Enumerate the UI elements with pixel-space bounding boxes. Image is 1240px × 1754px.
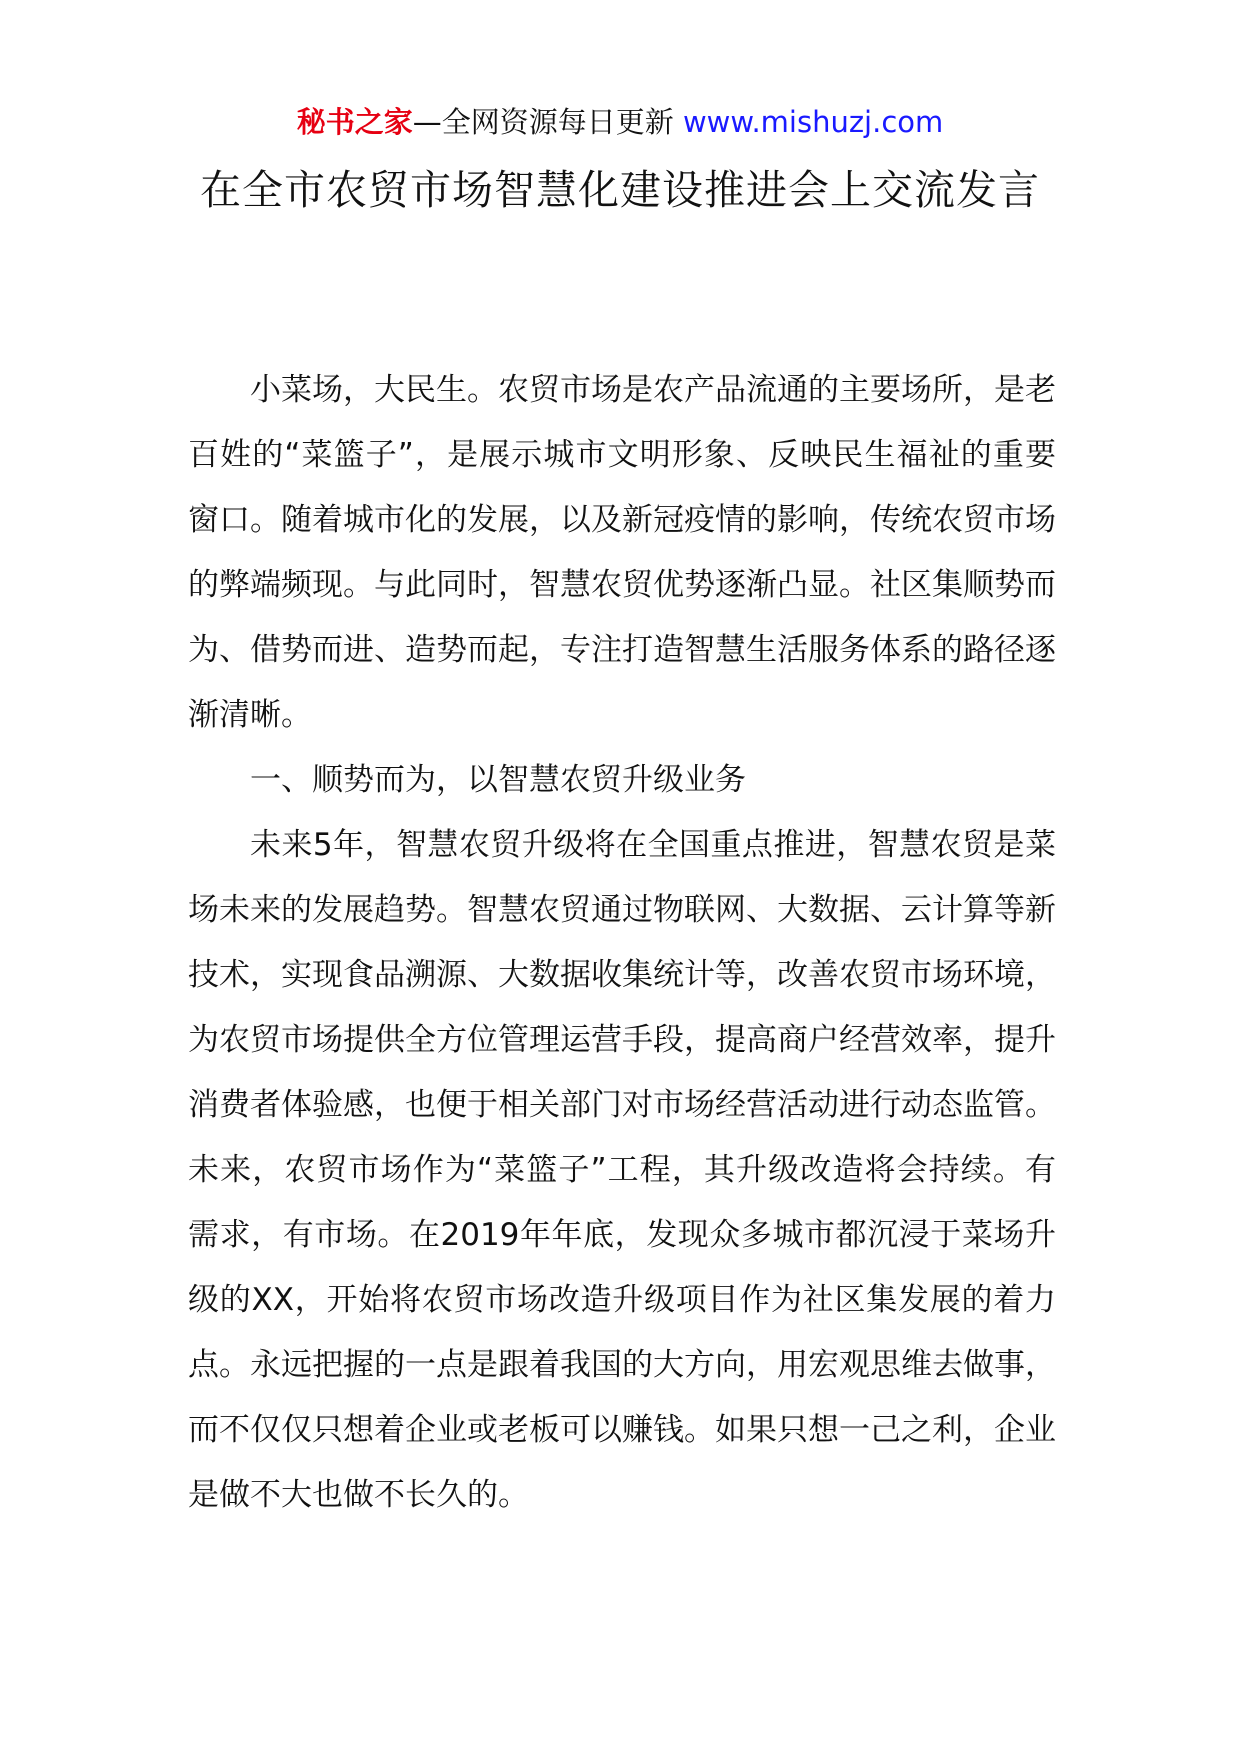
section-heading-1: 一、顺势而为，以智慧农贸升级业务 bbox=[250, 762, 746, 798]
site-tagline: —全网资源每日更新 bbox=[412, 105, 674, 139]
document-title: 在全市农贸市场智慧化建设推进会上交流发言 bbox=[200, 166, 1040, 214]
site-header bbox=[0, 102, 1240, 142]
paragraph-intro: 小菜场，大民生。农贸市场是农产品流通的主要场所，是老百姓的“菜篮子”，是展示城市文明形象、反映民生福祉的重要窗口。随着城市化的发展，以及新冠疫情的影响，传统农贸市场的弊端频现。与此同时，智慧农贸优势逐渐凸显。社区集顺势而为、借势而进、造势而起，专注打造智慧生活服务体系的路径逐渐清晰。 bbox=[188, 372, 1056, 733]
paragraph-section-1: 未来5年，智慧农贸升级将在全国重点推进，智慧农贸是菜场未来的发展趋势。智慧农贸通过物联网、大数据、云计算等新技术，实现食品溯源、大数据收集统计等，改善农贸市场环境，为农贸市场提供全方位管理运营手段，提高商户经营效率，提升消费者体验感，也便于相关部门对市场经营活动进行动态监管。未来，农贸市场作为“菜篮子”工程，其升级改造将会持续。有需求，有市场。在2019年年底，发现众多城市都沉浸于菜场升级的XX，开始将农贸市场改造升级项目作为社区集发展的着力点。永远把握的一点是跟着我国的大方向，用宏观思维去做事，而不仅仅只想着企业或老板可以赚钱。如果只想一己之利，企业是做不大也做不长久的。 bbox=[188, 827, 1056, 1513]
site-brand: 秘书之家 bbox=[296, 105, 413, 139]
document-body bbox=[188, 358, 1056, 1528]
site-url-link[interactable]: www.mishuzj.com bbox=[682, 105, 944, 139]
